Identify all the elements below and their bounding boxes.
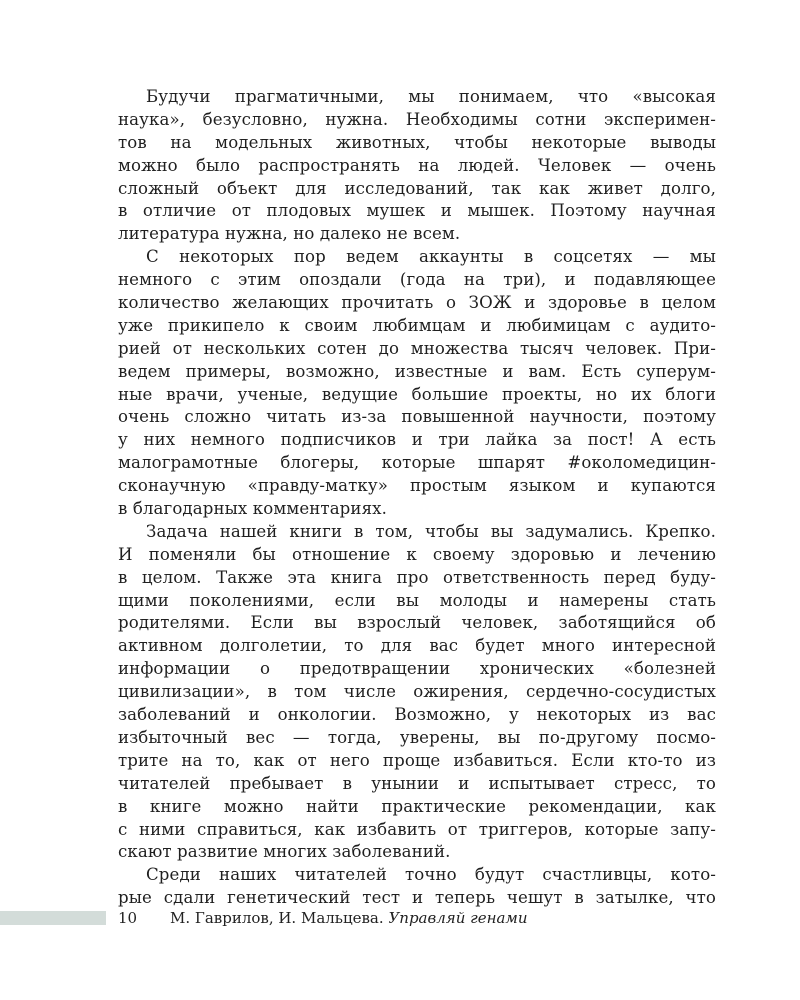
text-line: наука», безусловно, нужна. Необходимы сотни эксперимен- [118,109,716,129]
footer-accent-bar [0,911,106,925]
page-footer [118,908,528,928]
text-line: Задача нашей книги в том, чтобы вы задумались. Крепко. [146,521,716,541]
text-line: Среди наших читателей точно будут счастливцы, кото- [146,865,716,885]
text-line: заболеваний и онкологии. Возможно, у некоторых из вас [118,705,716,725]
text-line: ведем примеры, возможно, известные и вам. Есть суперум- [118,361,716,381]
text-line: количество желающих прочитать о ЗОЖ и здоровье в целом [118,293,716,313]
page-number: 10 [118,909,138,927]
text-line: в целом. Также эта книга про ответственность перед буду- [118,567,716,587]
text-line: С некоторых пор ведем аккаунты в соцсетях — мы [146,247,716,267]
paragraph-4 [118,864,716,910]
text-line: информации о предотвращении хронических «болезней [118,659,716,679]
paragraph-1 [118,86,716,246]
text-line: литература нужна, но далеко не всем. [118,224,461,244]
text-line: читателей пребывает в унынии и испытывает стресс, то [118,773,716,793]
text-line: в книге можно найти практические рекомендации, как [118,796,716,816]
text-line: рые сдали генетический тест и теперь чешут в затылке, что [118,888,716,908]
text-line: родителями. Если вы взрослый человек, заботящийся об [118,613,716,633]
text-line: щими поколениями, если вы молоды и намерены стать [118,590,716,610]
text-line: в благодарных комментариях. [118,499,387,519]
text-line: у них немного подписчиков и три лайка за пост! А есть [118,430,716,450]
text-line: сложный объект для исследований, так как живет долго, [118,178,716,198]
text-line: цивилизации», в том числе ожирения, сердечно-сосудистых [118,682,716,702]
text-line: Будучи прагматичными, мы понимаем, что «высокая [146,87,716,106]
text-line: ные врачи, ученые, ведущие большие проекты, но их блоги [118,384,716,404]
text-line: сконаучную «правду-матку» простым языком и купаются [118,476,716,496]
text-line: с ними справиться, как избавить от триггеров, которые запу- [118,819,716,839]
paragraph-2 [118,246,716,521]
body-text [118,86,716,910]
text-line: в отличие от плодовых мушек и мышек. Поэтому научная [118,201,716,221]
text-line: скают развитие многих заболеваний. [118,842,451,862]
text-line: трите на то, как от него проще избавиться. Если кто-то из [118,750,716,770]
text-line: можно было распространять на людей. Человек — очень [118,155,716,175]
text-line: И поменяли бы отношение к своему здоровью и лечению [118,544,716,564]
text-line: уже прикипело к своим любимцам и любимицам с аудито- [118,315,716,335]
text-line: малограмотные блогеры, которые шпарят #околомедицин- [118,453,716,473]
text-line: очень сложно читать из-за повышенной научности, поэтому [118,407,716,427]
footer-authors: М. Гаврилов, И. Мальцева. [170,909,384,927]
text-line: избыточный вес — тогда, уверены, вы по-другому посмо- [118,727,716,747]
footer-book-title: Управляй генами [388,909,528,927]
text-line: немного с этим опоздали (года на три), и подавляющее [118,270,716,290]
text-line: тов на модельных животных, чтобы некоторые выводы [118,132,716,152]
text-line: рией от нескольких сотен до множества тысяч человек. При- [118,338,716,358]
text-line: активном долголетии, то для вас будет много интересной [118,636,716,656]
paragraph-3 [118,521,716,864]
